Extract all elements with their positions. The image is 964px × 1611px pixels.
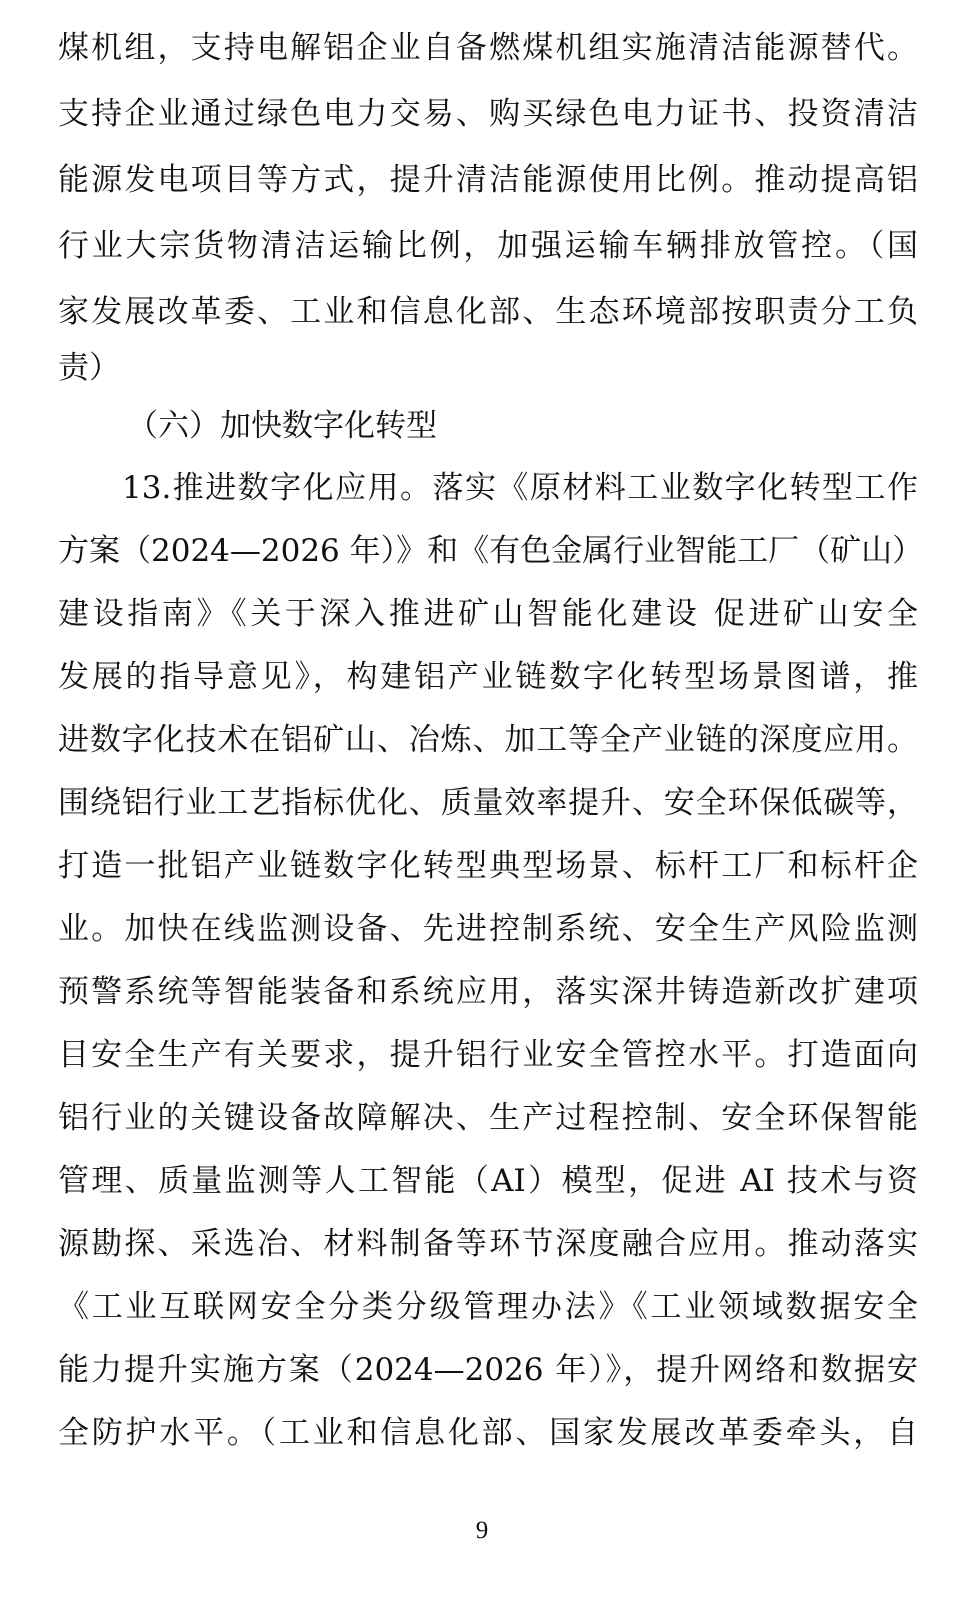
paragraph-line: 13.推进数字化应用。落实《原材料工业数字化转型工作 xyxy=(122,470,918,506)
paragraph-line: 业。加快在线监测设备、先进控制系统、安全生产风险监测 xyxy=(58,911,918,947)
paragraph-line: 打造一批铝产业链数字化转型典型场景、标杆工厂和标杆企 xyxy=(58,848,918,884)
paragraph-line: 铝行业的关键设备故障解决、生产过程控制、安全环保智能 xyxy=(58,1100,918,1136)
paragraph-line: 支持企业通过绿色电力交易、购买绿色电力证书、投资清洁 xyxy=(58,96,918,132)
paragraph-line: 目安全生产有关要求，提升铝行业安全管控水平。打造面向 xyxy=(58,1037,918,1073)
paragraph-line: 预警系统等智能装备和系统应用，落实深井铸造新改扩建项 xyxy=(58,974,918,1010)
paragraph-line: 煤机组，支持电解铝企业自备燃煤机组实施清洁能源替代。 xyxy=(58,30,918,66)
page-number: 9 xyxy=(475,1517,489,1544)
paragraph-line: 发展的指导意见》，构建铝产业链数字化转型场景图谱，推 xyxy=(58,659,918,695)
paragraph-line: 建设指南》《关于深入推进矿山智能化建设 促进矿山安全 xyxy=(58,596,918,632)
paragraph-line: 全防护水平。（工业和信息化部、国家发展改革委牵头，自 xyxy=(58,1415,918,1451)
paragraph-line: 源勘探、采选冶、材料制备等环节深度融合应用。推动落实 xyxy=(58,1226,918,1262)
paragraph-line: 方案（2024—2026 年）》和《有色金属行业智能工厂（矿山） xyxy=(58,533,924,569)
paragraph-line: 围绕铝行业工艺指标优化、质量效率提升、安全环保低碳等， xyxy=(58,785,918,821)
paragraph-line: 《工业互联网安全分类分级管理办法》《工业领域数据安全 xyxy=(58,1289,918,1325)
paragraph-line: 能力提升实施方案（2024—2026 年）》，提升网络和数据安 xyxy=(58,1352,918,1388)
paragraph-line: 责） xyxy=(58,350,120,386)
paragraph-line: 管理、质量监测等人工智能（AI）模型，促进 AI 技术与资 xyxy=(58,1163,918,1199)
paragraph-line: 能源发电项目等方式，提升清洁能源使用比例。推动提高铝 xyxy=(58,162,918,198)
section-heading: （六）加快数字化转型 xyxy=(127,408,437,444)
paragraph-line: 进数字化技术在铝矿山、冶炼、加工等全产业链的深度应用。 xyxy=(58,722,918,758)
paragraph-line: 家发展改革委、工业和信息化部、生态环境部按职责分工负 xyxy=(58,294,918,330)
paragraph-line: 行业大宗货物清洁运输比例，加强运输车辆排放管控。（国 xyxy=(58,228,918,264)
